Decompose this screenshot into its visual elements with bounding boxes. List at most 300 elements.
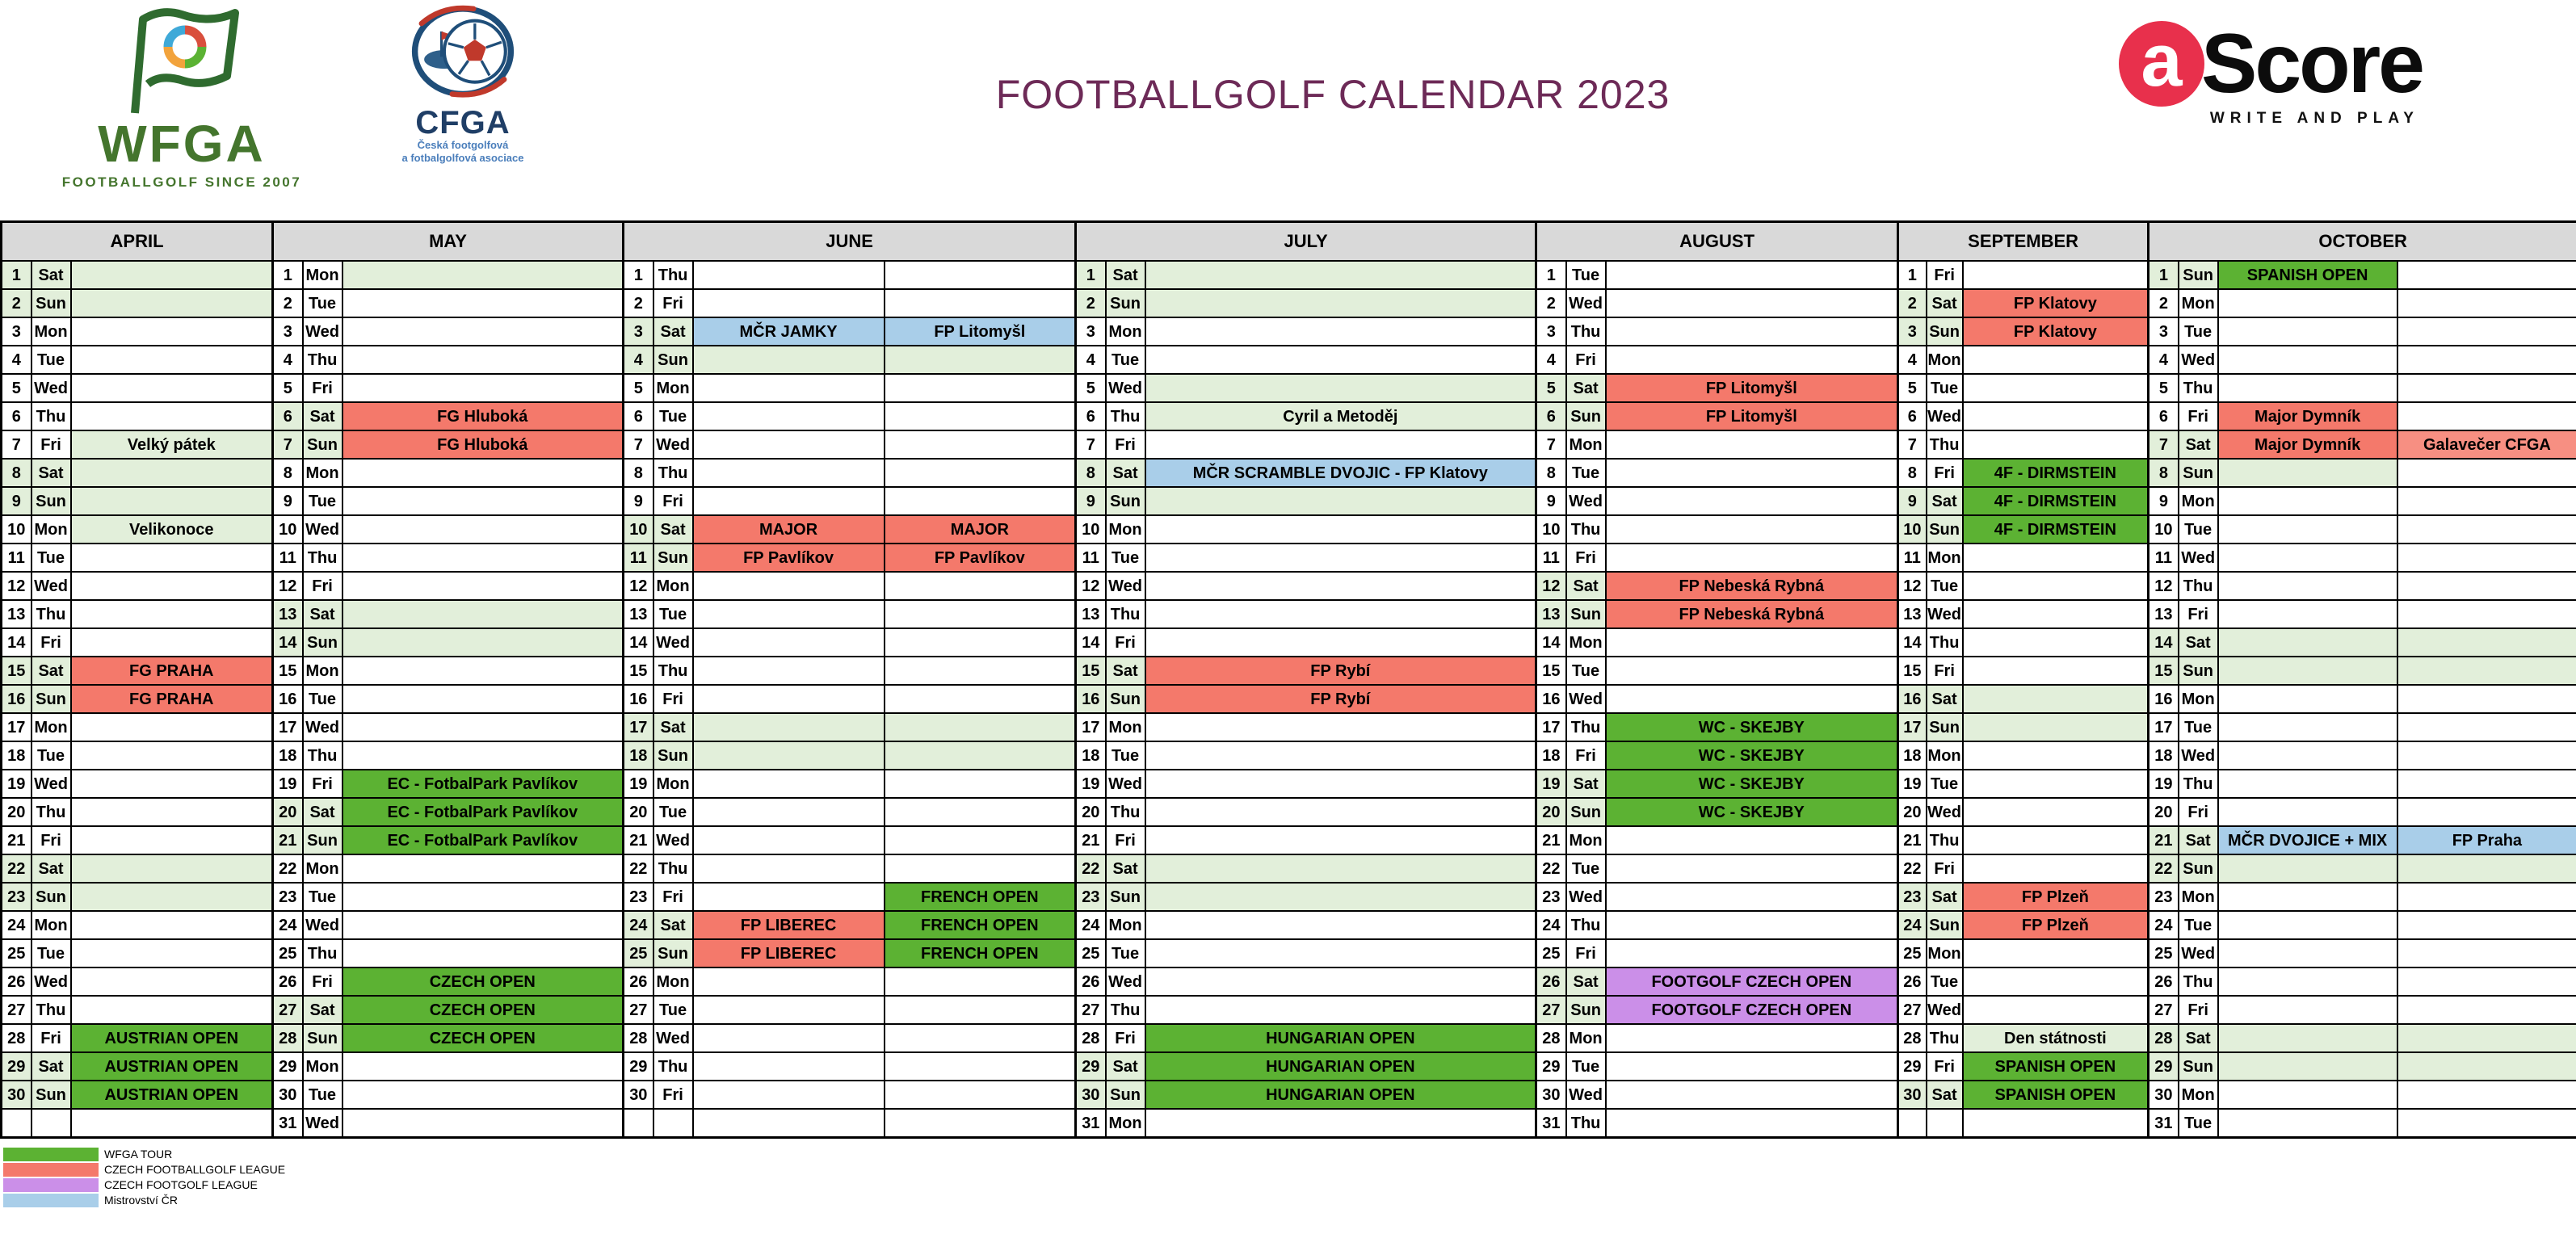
day-number-cell: 30	[273, 1081, 303, 1109]
empty-event-cell	[71, 346, 273, 374]
empty-event-cell	[2218, 346, 2397, 374]
day-number-cell: 25	[2, 939, 32, 967]
day-number-cell: 2	[273, 289, 303, 317]
empty-event-cell	[342, 713, 624, 741]
wfga-logo	[44, 5, 319, 191]
empty-event-cell	[885, 289, 1076, 317]
day-name-cell: Mon	[653, 770, 693, 798]
day-number-cell: 19	[1898, 770, 1927, 798]
event-cell: FP LIBEREC	[693, 939, 885, 967]
day-name-cell: Sun	[1106, 685, 1145, 713]
day-number-cell: 3	[1898, 317, 1927, 346]
day-number-cell: 10	[624, 515, 653, 544]
empty-event-cell	[1606, 685, 1898, 713]
event-cell: FP Nebeská Rybná	[1606, 600, 1898, 628]
day-name-cell: Wed	[653, 1024, 693, 1052]
event-cell: FP Pavlíkov	[693, 544, 885, 572]
empty-event-cell	[2218, 487, 2397, 515]
day-name-cell: Thu	[32, 402, 71, 430]
empty-event-cell	[1145, 826, 1536, 854]
empty-event-cell	[342, 374, 624, 402]
day-number-cell: 28	[1898, 1024, 1927, 1052]
day-number-cell: 13	[1536, 600, 1566, 628]
event-cell: FP LIBEREC	[693, 911, 885, 939]
day-name-cell: Fri	[653, 487, 693, 515]
day-number-cell: 20	[2149, 798, 2179, 826]
empty-event-cell	[693, 713, 885, 741]
day-number-cell: 22	[624, 854, 653, 883]
legend-swatch	[3, 1178, 99, 1192]
day-name-cell: Tue	[2179, 317, 2218, 346]
day-number-cell: 24	[1076, 911, 1106, 939]
empty-event-cell	[693, 374, 885, 402]
day-name-cell: Thu	[1927, 1024, 1963, 1052]
day-name-cell: Sun	[1106, 883, 1145, 911]
day-number-cell: 8	[273, 459, 303, 487]
day-number-cell: 19	[624, 770, 653, 798]
ascore-tagline: WRITE AND PLAY	[2209, 110, 2419, 127]
day-name-cell: Tue	[1566, 854, 1606, 883]
legend-row	[3, 1147, 2576, 1161]
empty-event-cell	[885, 374, 1076, 402]
empty-event-cell	[342, 515, 624, 544]
day-number-cell: 7	[1076, 430, 1106, 459]
day-name-cell: Wed	[653, 430, 693, 459]
empty-event-cell	[2397, 939, 2576, 967]
day-number-cell: 10	[273, 515, 303, 544]
empty-event-cell	[2397, 741, 2576, 770]
empty-event-cell	[2397, 600, 2576, 628]
empty-event-cell	[1606, 939, 1898, 967]
day-name-cell: Wed	[1927, 996, 1963, 1024]
empty-event-cell	[71, 770, 273, 798]
day-number-cell: 3	[1536, 317, 1566, 346]
day-number-cell: 3	[2, 317, 32, 346]
day-name-cell: Mon	[1566, 826, 1606, 854]
day-name-cell: Fri	[653, 289, 693, 317]
event-cell: FP Klatovy	[1963, 289, 2149, 317]
month-header-june: JUNE	[624, 222, 1076, 262]
day-name-cell: Fri	[1566, 741, 1606, 770]
empty-event-cell	[1606, 515, 1898, 544]
day-name-cell: Fri	[32, 1024, 71, 1052]
day-name-cell: Wed	[653, 628, 693, 657]
day-name-cell: Mon	[32, 911, 71, 939]
event-cell: FP Plzeň	[1963, 911, 2149, 939]
empty-event-cell	[1145, 854, 1536, 883]
empty-event-cell	[885, 430, 1076, 459]
ascore-wordmark: Score	[2200, 17, 2423, 111]
day-number-cell: 7	[1536, 430, 1566, 459]
empty-event-cell	[885, 487, 1076, 515]
day-number-cell: 18	[273, 741, 303, 770]
day-number-cell: 9	[2, 487, 32, 515]
day-number-cell: 1	[1536, 261, 1566, 289]
empty-event-cell	[693, 996, 885, 1024]
empty-event-cell	[342, 572, 624, 600]
empty-event-cell	[1963, 685, 2149, 713]
day-number-cell: 12	[273, 572, 303, 600]
day-number-cell: 2	[2149, 289, 2179, 317]
day-number-cell: 19	[2, 770, 32, 798]
day-name-cell: Fri	[653, 685, 693, 713]
empty-event-cell	[2218, 967, 2397, 996]
day-number-cell: 26	[2, 967, 32, 996]
day-name-cell: Fri	[1566, 346, 1606, 374]
empty-event-cell	[1145, 572, 1536, 600]
day-number-cell: 1	[2149, 261, 2179, 289]
day-number-cell: 8	[1536, 459, 1566, 487]
day-number-cell: 26	[1898, 967, 1927, 996]
day-name-cell: Tue	[1566, 261, 1606, 289]
empty-event-cell	[1145, 798, 1536, 826]
day-name-cell: Thu	[303, 939, 342, 967]
event-cell: FP Klatovy	[1963, 317, 2149, 346]
day-name-cell: Tue	[653, 600, 693, 628]
event-cell: CZECH OPEN	[342, 967, 624, 996]
event-cell: FP Praha	[2397, 826, 2576, 854]
day-number-cell: 20	[1536, 798, 1566, 826]
day-number-cell: 8	[624, 459, 653, 487]
empty-event-cell	[1145, 713, 1536, 741]
day-name-cell: Wed	[32, 374, 71, 402]
day-number-cell: 21	[273, 826, 303, 854]
day-number-cell: 22	[1076, 854, 1106, 883]
day-number-cell: 30	[2149, 1081, 2179, 1109]
day-name-cell: Sun	[2179, 1052, 2218, 1081]
empty-event-cell	[71, 459, 273, 487]
event-cell: WC - SKEJBY	[1606, 741, 1898, 770]
empty-event-cell	[693, 628, 885, 657]
day-number-cell: 11	[2, 544, 32, 572]
event-cell: MČR SCRAMBLE DVOJIC - FP Klatovy	[1145, 459, 1536, 487]
day-number-cell: 10	[1898, 515, 1927, 544]
day-name-cell: Sat	[653, 515, 693, 544]
empty-event-cell	[342, 911, 624, 939]
day-number-cell: 16	[273, 685, 303, 713]
day-name-cell: Fri	[303, 572, 342, 600]
day-number-cell: 1	[2, 261, 32, 289]
empty-event-cell	[2218, 854, 2397, 883]
day-name-cell: Fri	[303, 967, 342, 996]
wfga-flag-icon	[101, 5, 263, 118]
empty-event-cell	[342, 657, 624, 685]
day-name-cell: Tue	[303, 685, 342, 713]
empty-event-cell	[1606, 1024, 1898, 1052]
day-number-cell: 21	[1076, 826, 1106, 854]
day-name-cell: Sun	[1106, 1081, 1145, 1109]
day-number-cell: 20	[1898, 798, 1927, 826]
empty-event-cell	[1963, 402, 2149, 430]
day-name-cell: Mon	[32, 713, 71, 741]
day-number-cell: 14	[2, 628, 32, 657]
day-name-cell: Thu	[1566, 911, 1606, 939]
day-name-cell: Thu	[1106, 402, 1145, 430]
empty-event-cell	[342, 1052, 624, 1081]
cfga-ball-icon	[410, 3, 516, 105]
event-cell: FP Nebeská Rybná	[1606, 572, 1898, 600]
month-header-august: AUGUST	[1536, 222, 1898, 262]
day-number-cell: 26	[273, 967, 303, 996]
day-number-cell: 9	[273, 487, 303, 515]
empty-event-cell	[693, 798, 885, 826]
day-name-cell: Thu	[303, 544, 342, 572]
day-number-cell: 18	[624, 741, 653, 770]
event-cell: Major Dymník	[2218, 430, 2397, 459]
empty-event-cell	[71, 374, 273, 402]
event-cell: AUSTRIAN OPEN	[71, 1052, 273, 1081]
empty-event-cell	[1963, 346, 2149, 374]
empty-event-cell	[1606, 289, 1898, 317]
empty-event-cell	[1963, 430, 2149, 459]
day-number-cell: 31	[273, 1109, 303, 1138]
day-number-cell	[1898, 1109, 1927, 1138]
day-number-cell: 9	[2149, 487, 2179, 515]
empty-event-cell	[2218, 1052, 2397, 1081]
day-number-cell: 13	[1898, 600, 1927, 628]
empty-event-cell	[1606, 544, 1898, 572]
day-number-cell: 10	[2, 515, 32, 544]
empty-event-cell	[693, 402, 885, 430]
day-number-cell: 26	[1536, 967, 1566, 996]
day-number-cell: 29	[1536, 1052, 1566, 1081]
day-number-cell: 1	[624, 261, 653, 289]
day-name-cell: Sun	[1106, 487, 1145, 515]
empty-event-cell	[885, 826, 1076, 854]
day-name-cell: Wed	[2179, 939, 2218, 967]
day-name-cell: Thu	[1927, 826, 1963, 854]
day-name-cell: Thu	[653, 1052, 693, 1081]
day-name-cell: Sat	[32, 459, 71, 487]
empty-event-cell	[71, 883, 273, 911]
empty-event-cell	[2397, 346, 2576, 374]
day-name-cell: Tue	[2179, 1109, 2218, 1138]
day-name-cell: Mon	[1106, 1109, 1145, 1138]
empty-event-cell	[1963, 572, 2149, 600]
day-name-cell: Thu	[32, 600, 71, 628]
empty-event-cell	[1606, 657, 1898, 685]
event-cell: SPANISH OPEN	[1963, 1052, 2149, 1081]
day-name-cell: Wed	[1566, 685, 1606, 713]
day-name-cell: Fri	[2179, 600, 2218, 628]
empty-event-cell	[71, 600, 273, 628]
day-number-cell: 29	[1076, 1052, 1106, 1081]
empty-event-cell	[2397, 798, 2576, 826]
day-number-cell: 25	[273, 939, 303, 967]
day-name-cell: Wed	[32, 572, 71, 600]
day-number-cell: 10	[2149, 515, 2179, 544]
day-number-cell: 16	[1898, 685, 1927, 713]
day-name-cell: Mon	[32, 317, 71, 346]
day-number-cell: 15	[1076, 657, 1106, 685]
day-number-cell: 4	[1536, 346, 1566, 374]
legend-row	[3, 1177, 2576, 1192]
event-cell: SPANISH OPEN	[1963, 1081, 2149, 1109]
empty-event-cell	[71, 996, 273, 1024]
empty-event-cell	[1145, 515, 1536, 544]
empty-event-cell	[2397, 996, 2576, 1024]
empty-event-cell	[2397, 657, 2576, 685]
day-number-cell: 9	[1536, 487, 1566, 515]
day-name-cell	[653, 1109, 693, 1138]
empty-event-cell	[693, 826, 885, 854]
empty-event-cell	[1963, 1109, 2149, 1138]
event-cell: CZECH OPEN	[342, 996, 624, 1024]
day-number-cell: 22	[1536, 854, 1566, 883]
day-number-cell: 28	[2149, 1024, 2179, 1052]
day-name-cell: Tue	[653, 798, 693, 826]
event-cell: FOOTGOLF CZECH OPEN	[1606, 996, 1898, 1024]
day-name-cell: Sun	[303, 430, 342, 459]
day-name-cell: Fri	[303, 374, 342, 402]
day-number-cell: 26	[2149, 967, 2179, 996]
empty-event-cell	[2218, 572, 2397, 600]
day-name-cell: Thu	[32, 996, 71, 1024]
day-number-cell: 2	[1536, 289, 1566, 317]
day-number-cell: 11	[273, 544, 303, 572]
empty-event-cell	[1963, 826, 2149, 854]
day-name-cell: Tue	[1106, 741, 1145, 770]
day-number-cell: 13	[2, 600, 32, 628]
day-number-cell: 12	[1536, 572, 1566, 600]
month-header-july: JULY	[1076, 222, 1536, 262]
day-name-cell: Tue	[303, 487, 342, 515]
day-name-cell: Mon	[2179, 685, 2218, 713]
event-cell: EC - FotbalPark Pavlíkov	[342, 826, 624, 854]
day-name-cell: Tue	[1106, 346, 1145, 374]
empty-event-cell	[885, 798, 1076, 826]
day-number-cell: 16	[1076, 685, 1106, 713]
event-cell: FP Litomyšl	[1606, 402, 1898, 430]
day-number-cell: 16	[1536, 685, 1566, 713]
day-number-cell: 1	[1898, 261, 1927, 289]
day-name-cell: Wed	[1927, 402, 1963, 430]
empty-event-cell	[342, 628, 624, 657]
day-number-cell: 16	[624, 685, 653, 713]
day-name-cell: Wed	[1566, 1081, 1606, 1109]
day-number-cell: 28	[2, 1024, 32, 1052]
day-number-cell: 15	[2149, 657, 2179, 685]
day-name-cell: Sat	[653, 317, 693, 346]
day-name-cell: Wed	[2179, 544, 2218, 572]
day-name-cell: Fri	[1927, 657, 1963, 685]
empty-event-cell	[693, 1081, 885, 1109]
legend-label: CZECH FOOTBALLGOLF LEAGUE	[104, 1163, 286, 1176]
legend-swatch	[3, 1148, 99, 1161]
empty-event-cell	[71, 826, 273, 854]
day-number-cell: 21	[2, 826, 32, 854]
day-name-cell: Sun	[303, 628, 342, 657]
empty-event-cell	[1145, 289, 1536, 317]
day-name-cell: Wed	[2179, 346, 2218, 374]
empty-event-cell	[2397, 713, 2576, 741]
empty-event-cell	[342, 939, 624, 967]
day-name-cell: Mon	[1566, 628, 1606, 657]
day-name-cell: Mon	[1106, 911, 1145, 939]
day-number-cell: 17	[273, 713, 303, 741]
empty-event-cell	[71, 317, 273, 346]
day-name-cell: Sat	[653, 713, 693, 741]
day-name-cell: Sat	[2179, 826, 2218, 854]
day-name-cell: Mon	[1927, 544, 1963, 572]
empty-event-cell	[2397, 883, 2576, 911]
day-name-cell: Thu	[303, 346, 342, 374]
day-name-cell: Tue	[32, 741, 71, 770]
empty-event-cell	[2397, 402, 2576, 430]
event-cell: 4F - DIRMSTEIN	[1963, 515, 2149, 544]
event-cell: FRENCH OPEN	[885, 883, 1076, 911]
wfga-tagline: FOOTBALLGOLF SINCE 2007	[61, 174, 302, 190]
day-name-cell: Sat	[1927, 289, 1963, 317]
day-number-cell: 22	[1898, 854, 1927, 883]
event-cell: FP Pavlíkov	[885, 544, 1076, 572]
day-name-cell: Mon	[2179, 289, 2218, 317]
empty-event-cell	[1963, 657, 2149, 685]
event-cell: WC - SKEJBY	[1606, 770, 1898, 798]
day-number-cell: 12	[2, 572, 32, 600]
day-number-cell: 8	[2, 459, 32, 487]
day-number-cell: 17	[624, 713, 653, 741]
day-number-cell: 23	[2149, 883, 2179, 911]
empty-event-cell	[342, 1081, 624, 1109]
day-number-cell: 5	[624, 374, 653, 402]
day-number-cell: 2	[1898, 289, 1927, 317]
day-name-cell: Tue	[653, 996, 693, 1024]
day-name-cell: Tue	[32, 544, 71, 572]
day-number-cell: 6	[273, 402, 303, 430]
day-number-cell: 5	[2, 374, 32, 402]
day-number-cell: 27	[1898, 996, 1927, 1024]
event-cell: HUNGARIAN OPEN	[1145, 1024, 1536, 1052]
day-number-cell: 5	[273, 374, 303, 402]
day-name-cell: Sat	[1106, 459, 1145, 487]
empty-event-cell	[693, 261, 885, 289]
event-cell: FP Litomyšl	[885, 317, 1076, 346]
day-name-cell	[32, 1109, 71, 1138]
day-number-cell: 26	[624, 967, 653, 996]
day-name-cell: Thu	[1927, 628, 1963, 657]
day-name-cell: Tue	[2179, 911, 2218, 939]
empty-event-cell	[2397, 628, 2576, 657]
empty-event-cell	[2218, 657, 2397, 685]
day-number-cell: 28	[1076, 1024, 1106, 1052]
day-name-cell: Thu	[1566, 1109, 1606, 1138]
day-name-cell: Mon	[2179, 883, 2218, 911]
empty-event-cell	[71, 544, 273, 572]
day-number-cell: 27	[2149, 996, 2179, 1024]
day-number-cell: 6	[2, 402, 32, 430]
empty-event-cell	[2218, 1081, 2397, 1109]
day-name-cell: Wed	[653, 826, 693, 854]
day-name-cell: Tue	[1566, 657, 1606, 685]
day-number-cell: 11	[1898, 544, 1927, 572]
empty-event-cell	[1606, 430, 1898, 459]
empty-event-cell	[2397, 459, 2576, 487]
empty-event-cell	[1963, 628, 2149, 657]
day-name-cell: Thu	[1106, 600, 1145, 628]
day-number-cell: 18	[2149, 741, 2179, 770]
day-name-cell: Thu	[1566, 713, 1606, 741]
day-number-cell: 15	[1898, 657, 1927, 685]
legend-label: CZECH FOOTGOLF LEAGUE	[104, 1178, 258, 1191]
empty-event-cell	[885, 713, 1076, 741]
empty-event-cell	[342, 600, 624, 628]
empty-event-cell	[1145, 317, 1536, 346]
day-number-cell: 24	[1898, 911, 1927, 939]
empty-event-cell	[2218, 798, 2397, 826]
empty-event-cell	[885, 1081, 1076, 1109]
day-number-cell: 29	[273, 1052, 303, 1081]
